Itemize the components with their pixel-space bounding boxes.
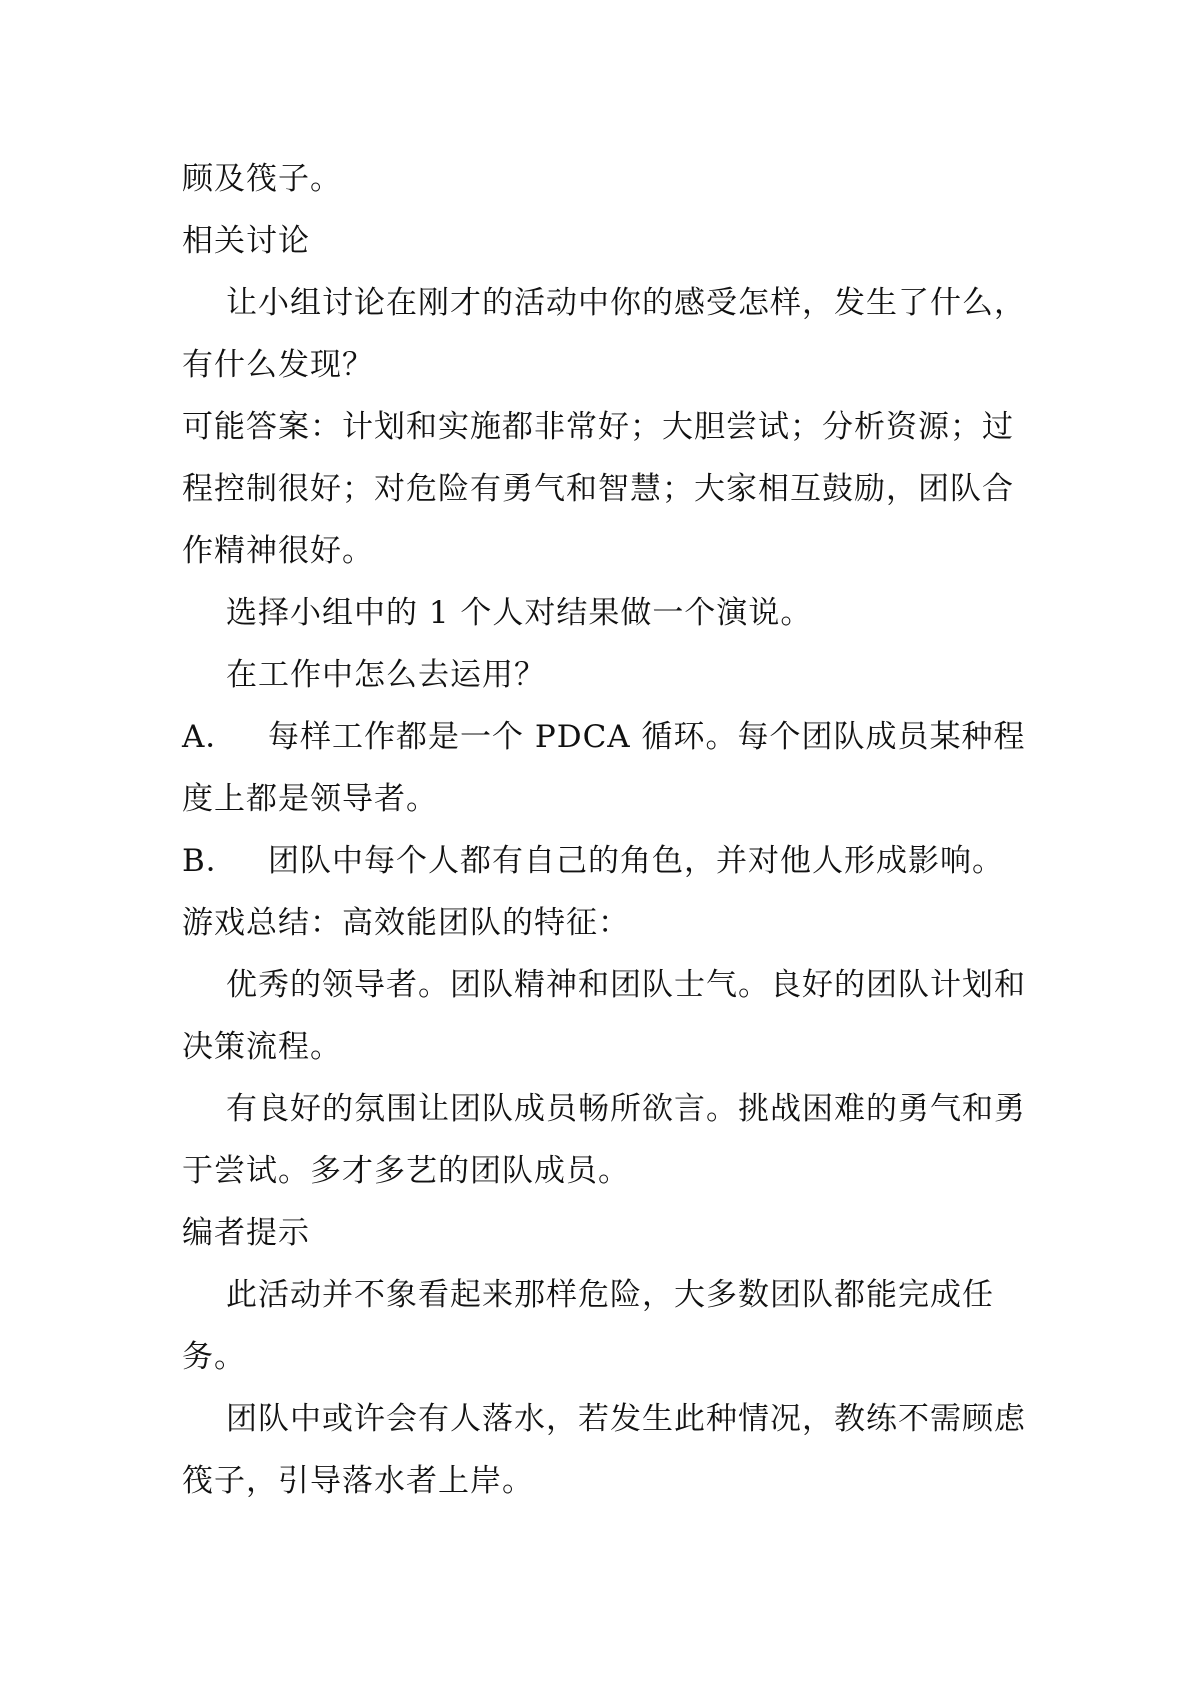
text-line: 可能答案：计划和实施都非常好；大胆尝试；分析资源；过 <box>182 409 1014 445</box>
text-line: 筏子，引导落水者上岸。 <box>182 1463 534 1499</box>
list-item-text: 每样工作都是一个 PDCA 循环。每个团队成员某种程 <box>268 719 1026 755</box>
section-heading-editor-tips: 编者提示 <box>182 1215 310 1251</box>
list-marker-a: A． <box>182 719 238 755</box>
text-line: 务。 <box>182 1339 246 1375</box>
text-line: 于尝试。多才多艺的团队成员。 <box>182 1153 630 1189</box>
text-line: 选择小组中的 1 个人对结果做一个演说。 <box>226 595 813 631</box>
text-line: 让小组讨论在刚才的活动中你的感受怎样，发生了什么， <box>226 285 1026 321</box>
section-heading-summary: 游戏总结：高效能团队的特征： <box>182 905 630 941</box>
text-line: 决策流程。 <box>182 1029 342 1065</box>
text-line: 度上都是领导者。 <box>182 781 438 817</box>
list-item-a <box>182 706 1030 768</box>
text-line: 团队中或许会有人落水，若发生此种情况，教练不需顾虑 <box>226 1401 1026 1437</box>
section-heading-discussion: 相关讨论 <box>182 223 310 259</box>
list-marker-b: B． <box>182 843 238 879</box>
list-item-text: 团队中每个人都有自己的角色，并对他人形成影响。 <box>268 843 1004 879</box>
text-line: 有良好的氛围让团队成员畅所欲言。挑战困难的勇气和勇 <box>226 1091 1026 1127</box>
document-body <box>182 148 1030 1512</box>
text-line: 顾及筏子。 <box>182 161 342 197</box>
text-line: 作精神很好。 <box>182 533 374 569</box>
text-line: 程控制很好；对危险有勇气和智慧；大家相互鼓励，团队合 <box>182 471 1014 507</box>
list-item-b <box>182 830 1030 892</box>
text-line: 有什么发现？ <box>182 347 374 383</box>
text-line: 在工作中怎么去运用？ <box>226 657 546 693</box>
text-line: 优秀的领导者。团队精神和团队士气。良好的团队计划和 <box>226 967 1026 1003</box>
text-line: 此活动并不象看起来那样危险，大多数团队都能完成任 <box>226 1277 994 1313</box>
